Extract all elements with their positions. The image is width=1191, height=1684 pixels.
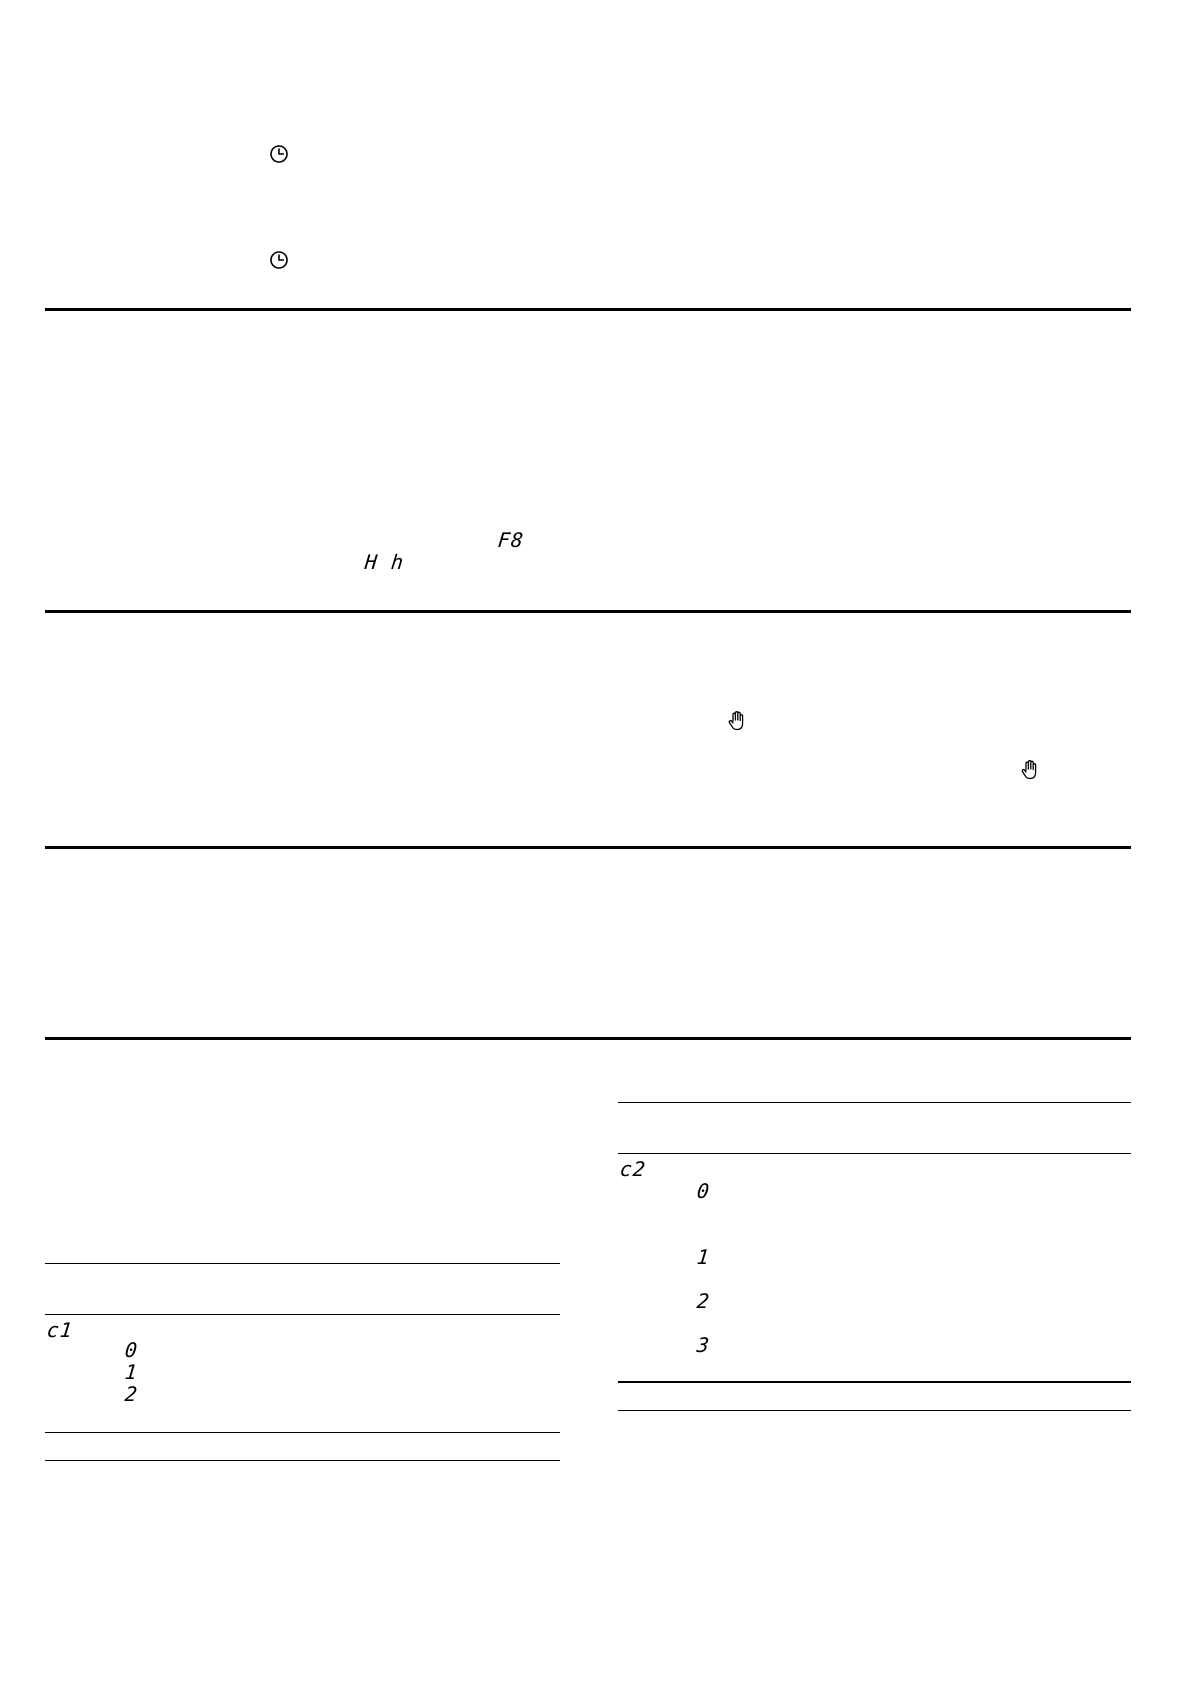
display-code-hh: H h — [363, 550, 406, 574]
table-right-top-rule — [618, 1102, 1131, 1103]
table-right-header-rule — [618, 1153, 1131, 1154]
table-right-value-3: 3 — [695, 1333, 712, 1357]
table-left-code: c1 — [45, 1318, 75, 1342]
table-left-value-1: 1 — [123, 1360, 140, 1384]
table-left-header-rule — [45, 1314, 560, 1315]
table-left-value-2: 2 — [123, 1382, 140, 1406]
table-right-bottom-rule — [618, 1381, 1131, 1383]
table-right-value-1: 1 — [695, 1245, 712, 1269]
display-code-f8: F8 — [496, 528, 526, 552]
section-divider — [45, 846, 1131, 849]
table-right-value-2: 2 — [695, 1289, 712, 1313]
table-left-footer-rule — [45, 1460, 560, 1461]
table-left-top-rule — [45, 1263, 560, 1264]
hand-icon — [1020, 759, 1040, 781]
table-left-bottom-rule — [45, 1432, 560, 1433]
section-divider — [45, 610, 1131, 613]
table-right-footer-rule — [618, 1410, 1131, 1411]
hand-icon — [727, 710, 747, 732]
table-left-value-0: 0 — [123, 1338, 140, 1362]
section-divider — [45, 1037, 1131, 1040]
clock-icon — [269, 144, 289, 164]
table-right-code: c2 — [618, 1157, 648, 1181]
clock-icon — [269, 250, 289, 270]
table-right-value-0: 0 — [695, 1179, 712, 1203]
section-divider — [45, 308, 1131, 311]
